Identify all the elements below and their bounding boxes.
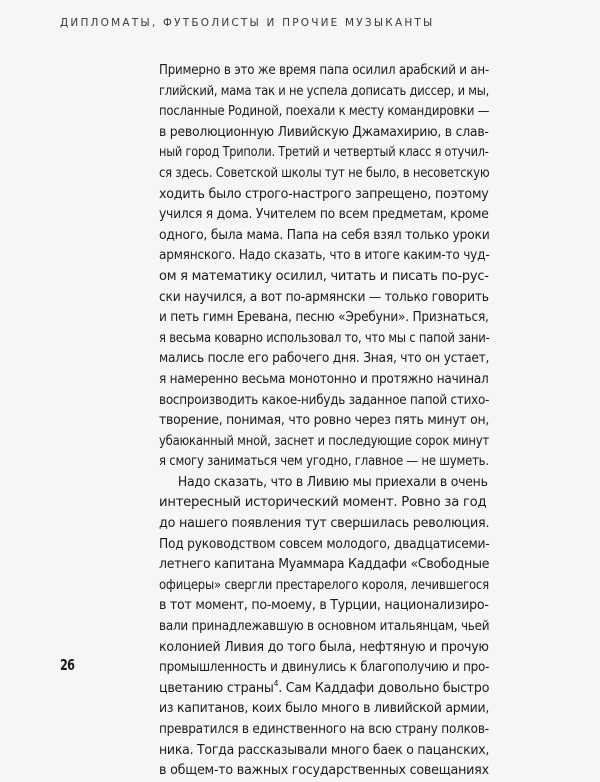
text-line [159,535,490,556]
text-line-content: ный город Триполи. Третий и четвертый класс я отучил- [159,145,489,161]
text-line-content: посланные Родиной, поехали к месту командировки — [159,104,490,120]
text-line-content: армянского. Надо сказать, что в итоге каким-то чуд- [159,248,490,264]
text-line-content: я намеренно весьма монотонно и протяжно начинал [159,371,489,387]
text-line-content: до нашего появления тут свершилась революция. [159,516,490,532]
text-line [159,473,488,494]
text-line-content: учился я дома. Учителем по всем предметам, кроме [159,207,489,223]
text-line-content: ски научился, а вот по-армянски — только говорить [159,289,489,305]
text-line [159,143,489,164]
body-text [159,61,489,782]
text-line [159,61,490,82]
text-line-content: убаюканный мной, заснет и последующие сорок минут [159,433,489,449]
text-line-content: Примерно в это же время папа осилил арабский и ан- [159,63,490,78]
text-line [159,329,490,350]
text-line [159,452,489,473]
text-line-content: я весьма коварно использовал то, что мы с папой зани- [159,330,490,346]
text-line [159,741,490,762]
text-line-content: в тот момент, по-моему, в Турции, национализиро- [159,598,489,614]
text-line-content: ходить было строго-настрого запрещено, поэтому [159,186,489,202]
text-line [159,267,489,288]
text-line-content: вали принадлежавшую в основном итальянцам, чьей [159,619,490,635]
text-line-content: одного, была мама. Папа на себя взял только уроки [159,227,490,243]
text-line-content: глийский, мама так и не успела дописать диссер, и мы, [159,83,490,99]
text-line [159,678,490,700]
running-head: ДИПЛОМАТЫ, ФУТБОЛИСТЫ И ПРОЧИЕ МУЗЫКАНТЫ [60,17,435,29]
text-line-content: офицеры» свергли престарелого короля, лечившегося [159,577,489,593]
text-line [159,226,490,247]
text-line-content: ся здесь. Советской школы тут не было, в несоветскую [159,165,490,181]
text-line [159,596,489,617]
text-line [159,638,489,659]
text-line-content: я смогу заниматься чем угодно, главное — не шуметь. [159,454,489,470]
text-line [159,761,489,782]
text-line-content: ника. Тогда рассказывали много баек о пацанских, [159,742,490,758]
text-line [159,349,490,370]
text-line [159,370,489,391]
text-line-content: интересный исторический момент. Ровно за год [159,495,487,511]
text-line-content: из капитанов, коих было много в ливийской армии, [159,701,490,717]
text-line-content: творение, понимая, что ровно через пять минут он, [159,413,490,429]
text-line [159,82,490,103]
text-line-content: летнего капитана Муаммара Каддафи «Свободные [159,557,490,573]
text-line [159,576,489,597]
text-line [159,102,490,123]
text-line [159,699,490,720]
text-line [159,514,490,535]
text-line [159,246,490,267]
text-line [159,391,490,412]
text-line-content: превратился в единственного на всю страну полков- [159,722,489,737]
text-line [159,308,489,329]
text-line-content: Под руководством совсем молодого, двадцатисеми- [159,536,490,552]
text-line-content: ом я математику осилил, читать и писать по-рус- [159,268,489,284]
text-line-content: воспроизводить какое-нибудь заданное папой стихо- [159,392,490,408]
text-line-content: Надо сказать, что в Ливию мы приехали в очень [177,474,488,490]
text-line [159,411,490,432]
text-line [159,164,490,185]
text-line-content: промышленность и двинулись к благополучию и про- [159,660,490,676]
page-number: 26 [60,656,75,674]
text-line-content: колонией Ливия до того была, нефтяную и прочую [159,639,489,655]
text-line [159,617,490,638]
text-line [159,123,489,144]
text-line [159,720,489,741]
text-line [159,205,489,226]
text-line-content: мались после его рабочего дня. Зная, что он устает, [159,351,490,367]
footnote-marker[interactable]: 4 [273,678,279,688]
text-line-content: в революционную Ливийскую Джамахирию, в слав- [159,124,489,140]
text-line [159,185,489,206]
text-line-continuation: . Сам Каддафи довольно быстро [278,680,490,696]
text-line [159,658,490,679]
text-line [159,288,489,309]
text-line-content: и петь гимн Еревана, песню «Эребуни». Признаться, [159,310,489,326]
text-line-content: в общем-то важных государственных совещаниях [159,763,489,779]
text-line [159,432,489,453]
text-line-content: цветанию страны [159,680,274,696]
text-line [159,493,489,514]
text-line [159,555,490,576]
